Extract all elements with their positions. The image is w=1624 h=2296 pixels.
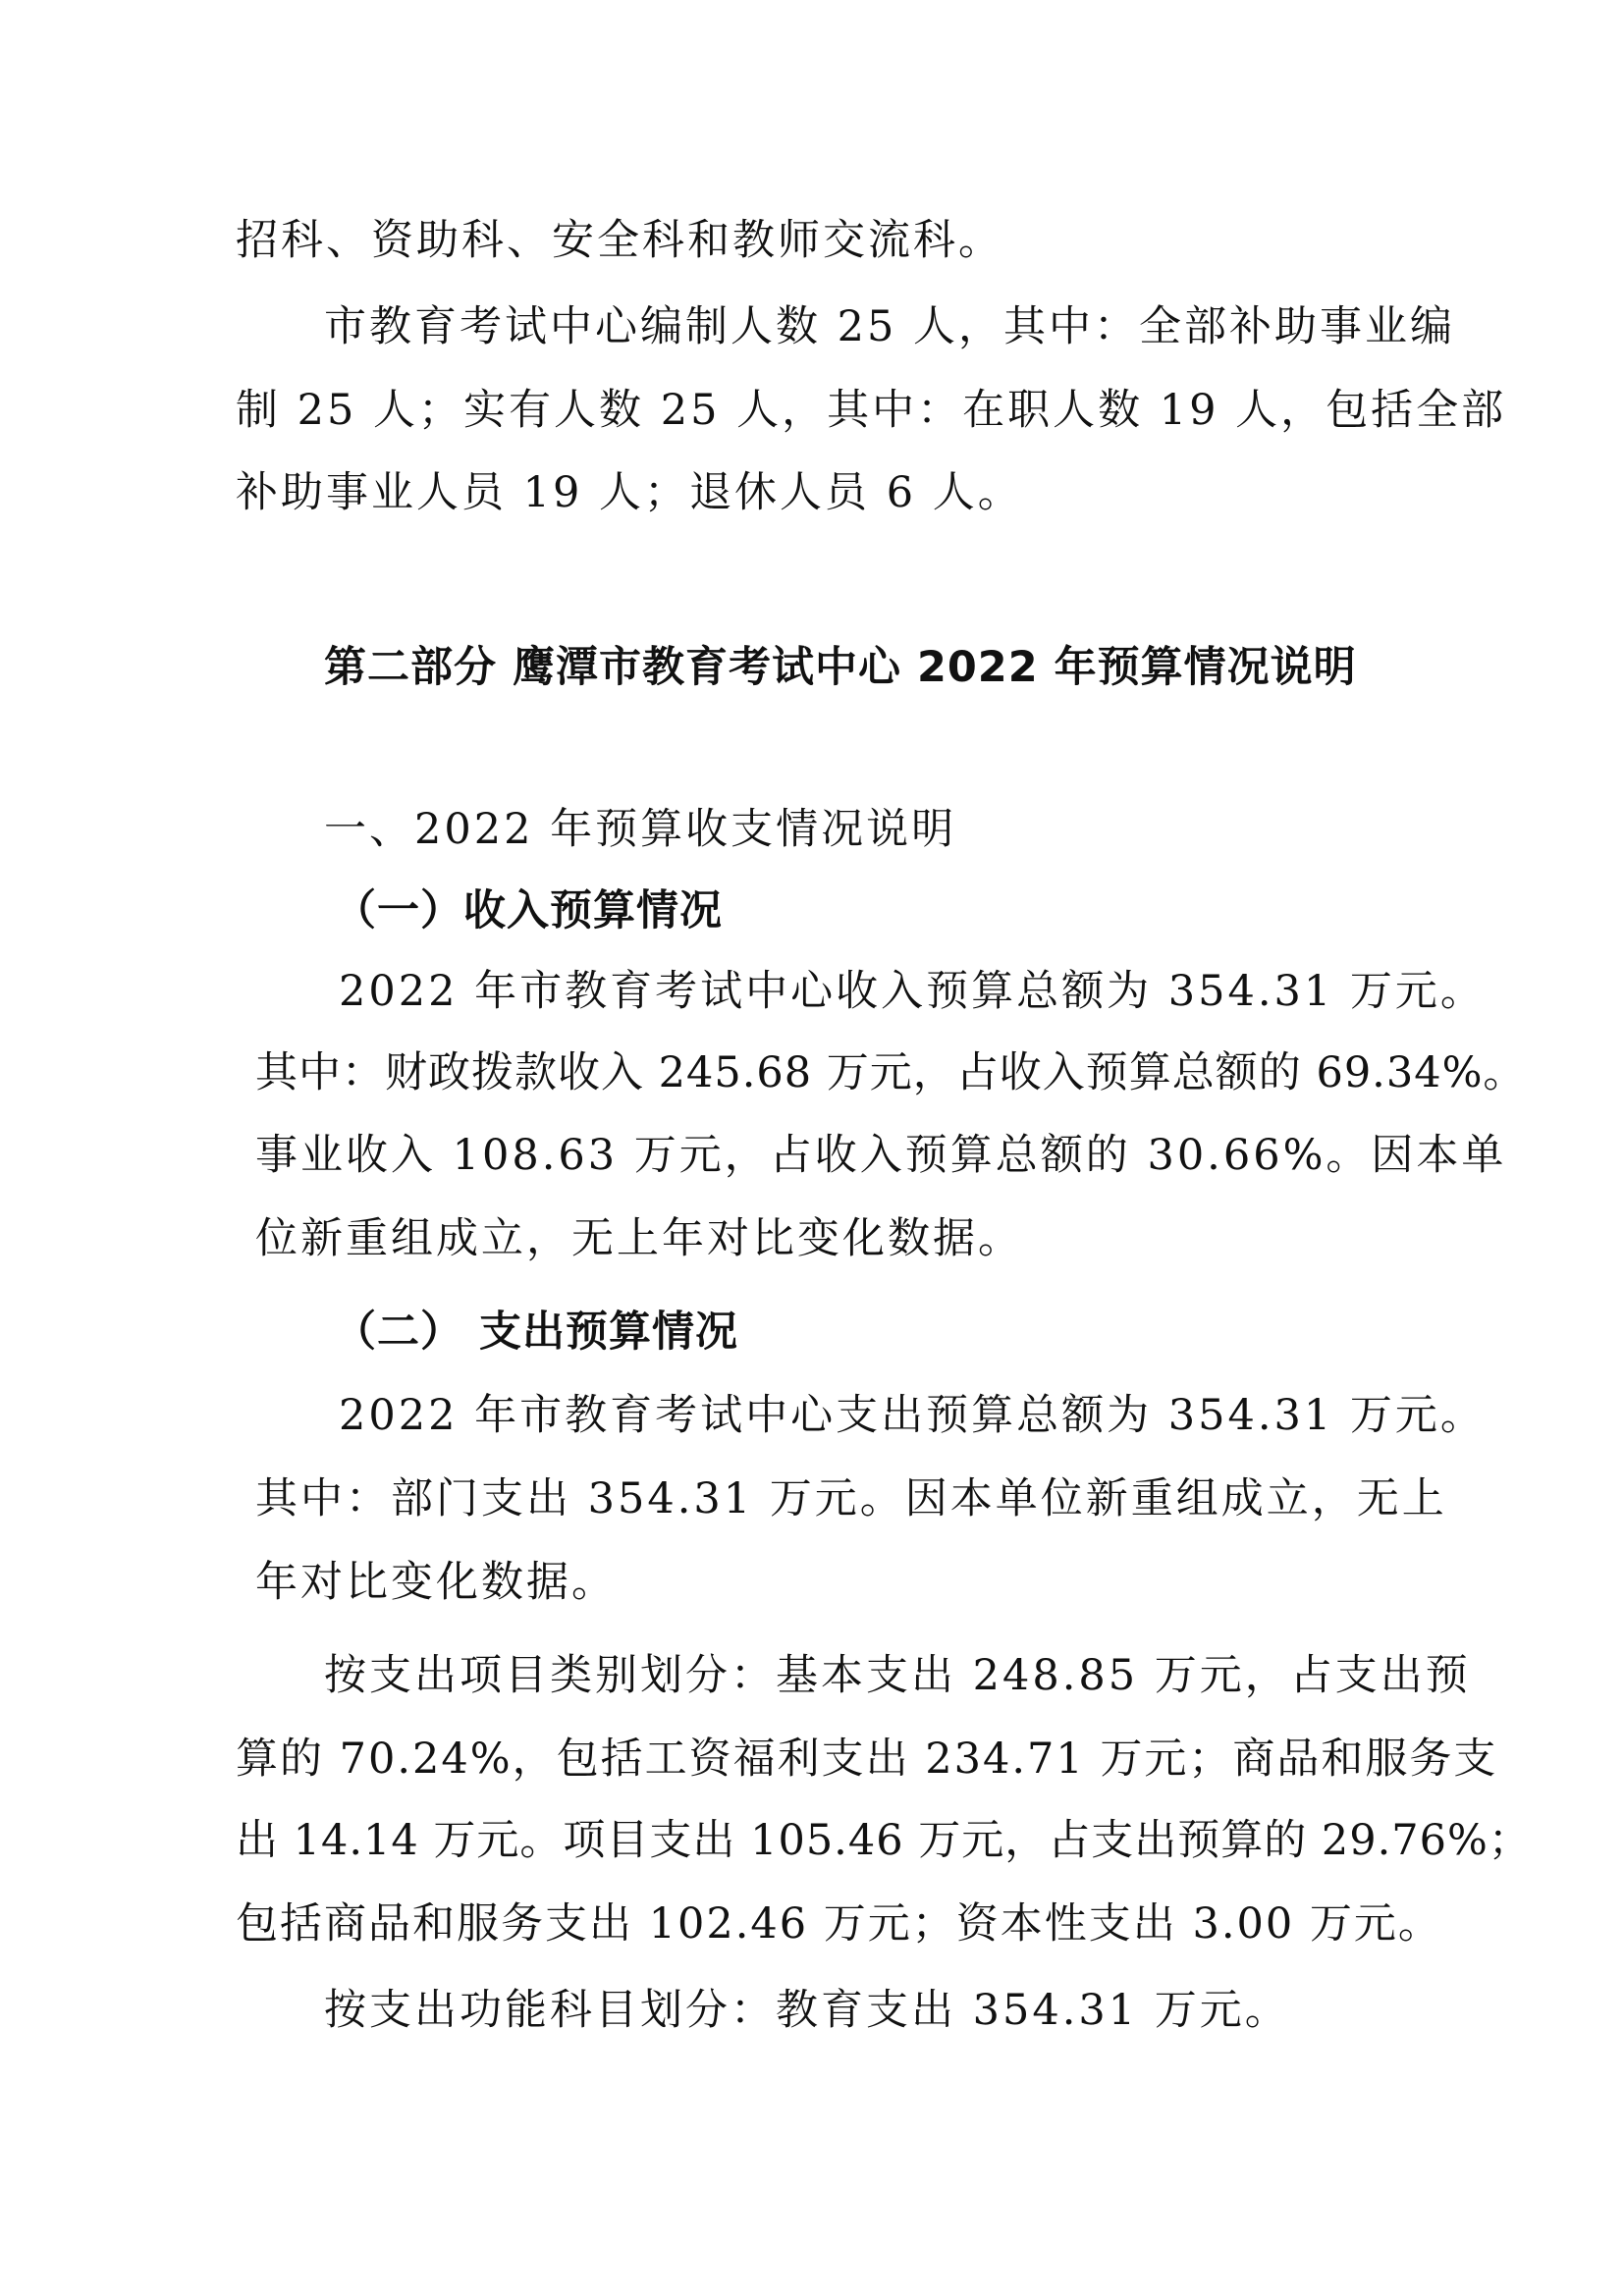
- text-line: 其中：财政拨款收入 245.68 万元，占收入预算总额的 69.34%。: [255, 1048, 1527, 1097]
- text-line: 补助事业人员 19 人；退休人员 6 人。: [236, 468, 1023, 517]
- text-line: 按支出功能科目划分：教育支出 354.31 万元。: [324, 1986, 1290, 2035]
- text-line: 制 25 人；实有人数 25 人，其中：在职人数 19 人，包括全部: [236, 386, 1507, 435]
- text-line: 市教育考试中心编制人数 25 人，其中：全部补助事业编: [324, 302, 1456, 351]
- text-line: 按支出项目类别划分：基本支出 248.85 万元，占支出预: [324, 1651, 1471, 1700]
- text-line: 出 14.14 万元。项目支出 105.46 万元，占支出预算的 29.76%；: [236, 1816, 1532, 1865]
- text-line: 2022 年市教育考试中心支出预算总额为 354.31 万元。: [339, 1391, 1486, 1440]
- section-title: 一、2022 年预算收支情况说明: [324, 805, 957, 854]
- text-line: 算的 70.24%，包括工资福利支出 234.71 万元；商品和服务支: [236, 1735, 1498, 1784]
- text-line: 包括商品和服务支出 102.46 万元；资本性支出 3.00 万元。: [236, 1899, 1442, 1949]
- text-line: 位新重组成立，无上年对比变化数据。: [255, 1214, 1023, 1263]
- part-title: 第二部分 鹰潭市教育考试中心 2022 年预算情况说明: [324, 643, 1357, 692]
- text-line: 年对比变化数据。: [255, 1558, 617, 1607]
- subsection-title: （二） 支出预算情况: [334, 1308, 738, 1357]
- text-line: 事业收入 108.63 万元，占收入预算总额的 30.66%。因本单: [255, 1131, 1507, 1180]
- subsection-title: （一）收入预算情况: [334, 886, 723, 935]
- text-line: 其中：部门支出 354.31 万元。因本单位新重组成立，无上: [255, 1474, 1447, 1523]
- text-line: 2022 年市教育考试中心收入预算总额为 354.31 万元。: [339, 967, 1486, 1016]
- text-line: 招科、资助科、安全科和教师交流科。: [236, 216, 1003, 265]
